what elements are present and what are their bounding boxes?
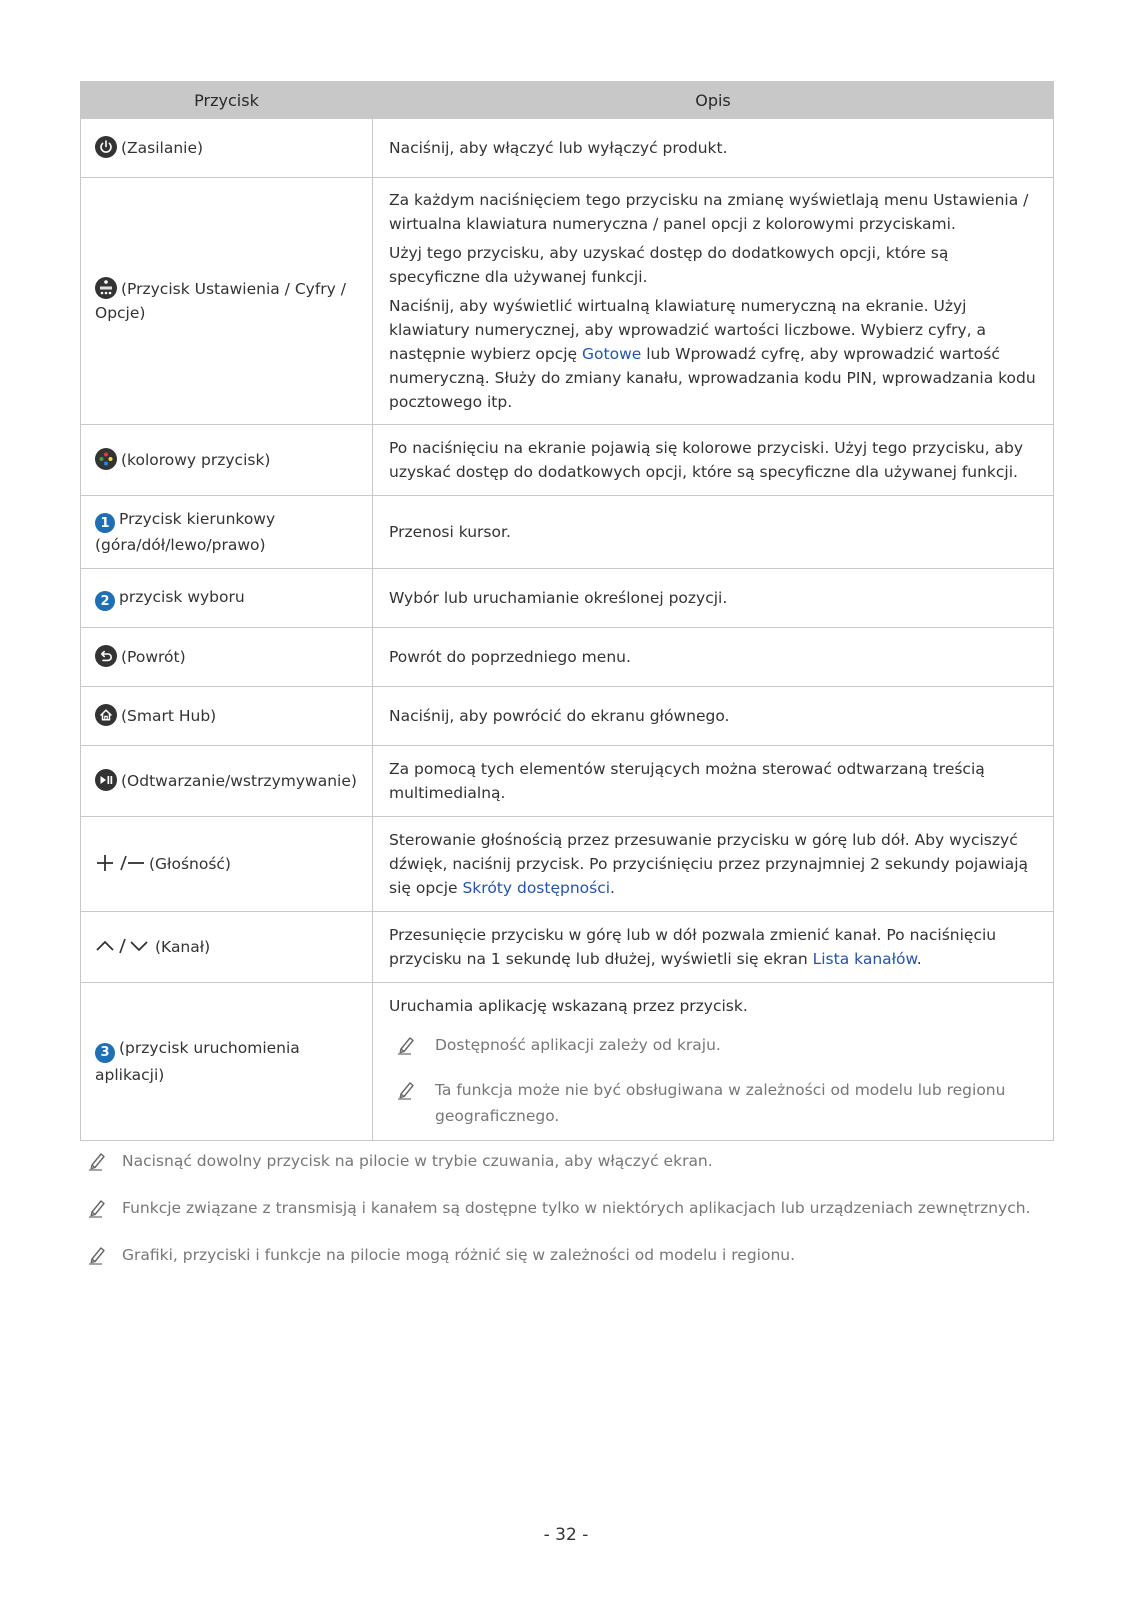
note-text: Funkcje związane z transmisją i kanałem są dostępne tylko w niektórych aplikacjach lub urządzeniach zewnętrznych.: [122, 1199, 1031, 1217]
table-row: [81, 119, 1054, 178]
description-text: lub Wprowadź cyfrę, aby wprowadzić wartość numeryczną. Służy do zmiany kanału, wprowadzania kodu PIN, wprowadzania kodu pocztowego itp.: [389, 345, 1036, 411]
channel-list-link[interactable]: Lista kanałów: [812, 950, 917, 968]
remote-buttons-table: [80, 81, 1054, 1141]
column-header-button: Przycisk: [81, 82, 373, 119]
description-cell: [373, 569, 1054, 628]
note: [397, 1032, 1037, 1063]
description-text: Naciśnij, aby wyświetlić wirtualną klawiaturę numeryczną na ekranie. Użyj klawiatury numerycznej, aby wprowadzić wartości liczbowe. Wybierz cyfry, a następnie wybierz opcję: [389, 297, 987, 363]
description-text: Powrót do poprzedniego menu.: [389, 648, 631, 666]
description-text: .: [610, 879, 615, 897]
note-text: Dostępność aplikacji zależy od kraju.: [435, 1036, 721, 1054]
button-cell-settings: [81, 178, 373, 425]
settings-numbers-options-icon: [95, 277, 117, 299]
description-paragraph: Użyj tego przycisku, aby uzyskać dostęp do dodatkowych opcji, które są specyficzne dla używanej funkcji.: [389, 244, 949, 286]
button-label: (Smart Hub): [121, 707, 217, 725]
button-label: Przycisk kierunkowy (góra/dół/lewo/prawo): [95, 509, 276, 555]
button-label: (Kanał): [155, 938, 211, 956]
button-cell-color: [81, 425, 373, 496]
home-icon: [95, 704, 117, 726]
button-cell-direction: [81, 496, 373, 569]
callout-number-badge: 2: [95, 591, 115, 611]
description-text: Naciśnij, aby włączyć lub wyłączyć produkt.: [389, 139, 728, 157]
description-cell: [373, 817, 1054, 912]
description-text: Przesunięcie przycisku w górę lub w dół pozwala zmienić kanał. Po naciśnięciu przycisku na 1 sekundę lub dłużej, wyświetli się ekran: [389, 926, 997, 968]
description-text: Naciśnij, aby powrócić do ekranu głównego.: [389, 707, 730, 725]
description-text: .: [916, 950, 922, 968]
table-row: [81, 496, 1054, 569]
table-row: [81, 569, 1054, 628]
description-cell: [373, 746, 1054, 817]
table-row: [81, 912, 1054, 983]
description-paragraph: Uruchamia aplikację wskazaną przez przycisk.: [389, 997, 748, 1015]
button-label: (Powrót): [121, 648, 186, 666]
return-icon: [95, 645, 117, 667]
description-text: Przenosi kursor.: [389, 523, 511, 541]
play-pause-icon: [95, 769, 117, 791]
note-text: Ta funkcja może nie być obsługiwana w zależności od modelu lub regionu geograficznego.: [435, 1081, 1006, 1125]
volume-plus-minus-icon: [95, 852, 145, 874]
note: [88, 1242, 1048, 1273]
button-cell-return: [81, 628, 373, 687]
button-cell-select: [81, 569, 373, 628]
button-cell-smarthub: [81, 687, 373, 746]
description-text: Po naciśnięciu na ekranie pojawią się kolorowe przyciski. Użyj tego przycisku, aby uzyskać dostęp do dodatkowych opcji, które są specyficzne dla używanej funkcji.: [389, 439, 1024, 481]
description-text: Sterowanie głośnością przez przesuwanie przycisku w górę lub dół. Aby wyciszyć dźwięk, naciśnij przycisk. Po przyciśnięciu przez przynajmniej 2 sekundy pojawiają się opcje: [389, 831, 1029, 897]
note: [88, 1195, 1048, 1226]
description-cell: [373, 983, 1054, 1141]
description-cell: [373, 687, 1054, 746]
button-label: (kolorowy przycisk): [121, 451, 271, 469]
button-label: (Głośność): [149, 855, 231, 873]
done-option-link[interactable]: Gotowe: [582, 345, 642, 363]
pencil-note-icon: [397, 1035, 415, 1063]
note: [88, 1148, 1048, 1179]
table-row: [81, 983, 1054, 1141]
button-cell-channel: [81, 912, 373, 983]
button-label: (Zasilanie): [121, 139, 204, 157]
description-text: Za pomocą tych elementów sterujących można sterować odtwarzaną treścią multimedialną.: [389, 760, 985, 802]
pencil-note-icon: [88, 1245, 106, 1273]
button-label: (przycisk uruchomienia aplikacji): [95, 1039, 300, 1084]
description-paragraph: Za każdym naciśnięciem tego przycisku na zmianę wyświetlają menu Ustawienia / wirtualna klawiatura numeryczna / panel opcji z kolorowymi przyciskami.: [389, 191, 1029, 233]
description-cell: [373, 912, 1054, 983]
button-cell-playpause: [81, 746, 373, 817]
table-row: [81, 628, 1054, 687]
table-row: [81, 817, 1054, 912]
button-label: (Odtwarzanie/wstrzymywanie): [121, 772, 357, 790]
callout-number-badge: 1: [95, 513, 115, 533]
table-row: [81, 687, 1054, 746]
note-text: Nacisnąć dowolny przycisk na pilocie w trybie czuwania, aby włączyć ekran.: [122, 1152, 713, 1170]
table-row: [81, 178, 1054, 425]
description-cell: [373, 496, 1054, 569]
callout-number-badge: 3: [95, 1043, 115, 1063]
table-header-row: [81, 82, 1054, 119]
button-label: (Przycisk Ustawienia / Cyfry / Opcje): [95, 280, 346, 322]
description-cell: [373, 425, 1054, 496]
pencil-note-icon: [88, 1198, 106, 1226]
pencil-note-icon: [88, 1151, 106, 1179]
button-cell-volume: [81, 817, 373, 912]
table-row: [81, 425, 1054, 496]
page-notes: [88, 1148, 1048, 1289]
description-cell: [373, 119, 1054, 178]
channel-up-down-icon: [95, 935, 151, 957]
column-header-description: Opis: [373, 82, 1054, 119]
color-button-icon: [95, 448, 117, 470]
note-text: Grafiki, przyciski i funkcje na pilocie mogą różnić się w zależności od modelu i regionu.: [122, 1246, 796, 1264]
pencil-note-icon: [397, 1080, 415, 1108]
note: [397, 1077, 1037, 1129]
description-cell: [373, 178, 1054, 425]
description-cell: [373, 628, 1054, 687]
button-label: przycisk wyboru: [119, 587, 245, 606]
accessibility-shortcuts-link[interactable]: Skróty dostępności: [462, 879, 611, 897]
table-row: [81, 746, 1054, 817]
button-cell-app: [81, 983, 373, 1141]
page-number: - 32 -: [543, 1525, 589, 1545]
power-icon: [95, 136, 117, 158]
description-paragraph: [389, 294, 1037, 414]
description-text: Wybór lub uruchamianie określonej pozycji.: [389, 589, 728, 607]
button-cell-power: [81, 119, 373, 178]
